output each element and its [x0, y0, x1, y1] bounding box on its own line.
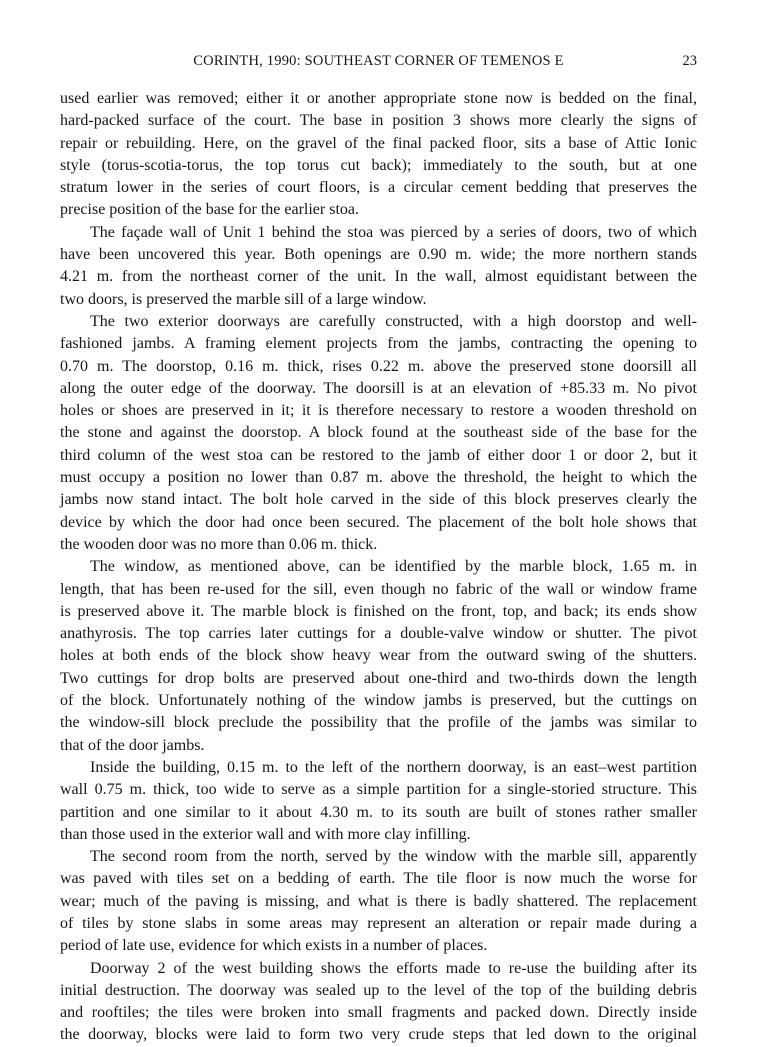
text-line: The façade wall of Unit 1 behind the stoa was pierced by a series of doors, two of which [90, 223, 697, 241]
text-line: hard-packed surface of the court. The base in position 3 shows more clearly the signs of [60, 112, 697, 130]
text-line: two doors, is preserved the marble sill of a large window. [60, 290, 427, 308]
text-line: fashioned jambs. A framing element projects from the jambs, contracting the opening to [60, 335, 697, 353]
paragraph [60, 311, 697, 556]
running-head [60, 53, 697, 75]
running-title: CORINTH, 1990: SOUTHEAST CORNER OF TEMENOS E [193, 53, 564, 69]
text-line: than those used in the exterior wall and with more clay infilling. [60, 825, 471, 843]
text-line: The window, as mentioned above, can be identified by the marble block, 1.65 m. in [90, 558, 697, 576]
text-line: and rooftiles; the tiles were broken into small fragments and packed down. Directly inside [60, 1004, 697, 1022]
text-line: must occupy a position no lower than 0.87 m. above the threshold, the height to which the [60, 469, 697, 487]
text-line: of tiles by stone slabs in some areas may represent an alteration or repair made during a [60, 914, 697, 932]
text-line: Two cuttings for drop bolts are preserved about one-third and two-thirds down the length [60, 669, 697, 687]
paragraph [60, 222, 697, 311]
text-line: 4.21 m. from the northeast corner of the unit. In the wall, almost equidistant between the [60, 268, 697, 286]
text-line: period of late use, evidence for which exists in a number of places. [60, 937, 488, 955]
paragraph [60, 958, 697, 1047]
text-line: device by which the door had once been secured. The placement of the bolt hole shows that [60, 513, 697, 531]
text-line: precise position of the base for the earlier stoa. [60, 201, 359, 219]
text-line: the stone and against the doorstop. A block found at the southeast side of the base for the [60, 424, 697, 442]
text-line: jambs now stand intact. The bolt hole carved in the side of this block preserves clearly the [60, 491, 697, 509]
text-line: The two exterior doorways are carefully constructed, with a high doorstop and well- [90, 312, 697, 330]
text-line: holes or shoes are preserved in it; it is therefore necessary to restore a wooden threshold on [60, 402, 697, 420]
text-line: is preserved above it. The marble block is finished on the front, top, and back; its ends show [60, 602, 697, 620]
text-line: was paved with tiles set on a bedding of earth. The tile floor is now much the worse for [60, 870, 697, 888]
body-text [60, 88, 697, 1047]
text-line: anathyrosis. The top carries later cuttings for a double-valve window or shutter. The pivot [60, 625, 697, 643]
page-number: 23 [682, 53, 697, 69]
text-line: used earlier was removed; either it or another appropriate stone now is bedded on the final, [60, 90, 697, 107]
text-line: Inside the building, 0.15 m. to the left of the northern doorway, is an east–west partition [90, 758, 697, 776]
text-line: wear; much of the paving is missing, and what is there is badly shattered. The replacement [60, 892, 697, 910]
text-line: repair or rebuilding. Here, on the gravel of the final packed floor, sits a base of Attic Ionic [60, 134, 697, 152]
paragraph [60, 846, 697, 957]
text-line: third column of the west stoa can be restored to the jamb of either door 1 or door 2, but it [60, 446, 697, 464]
text-line: partition and one similar to it about 4.30 m. to its south are built of stones rather smaller [60, 803, 697, 821]
paragraph [60, 88, 697, 222]
text-line: stratum lower in the series of court floors, is a circular cement bedding that preserves the [60, 179, 697, 197]
text-line: initial destruction. The doorway was sealed up to the level of the top of the building debris [60, 981, 697, 999]
text-line: wall 0.75 m. thick, too wide to serve as a simple partition for a single-storied structure. This [60, 781, 697, 799]
text-line: of the block. Unfortunately nothing of the window jambs is preserved, but the cuttings on [60, 692, 697, 710]
text-line: the window-sill block preclude the possibility that the profile of the jambs was similar to [60, 714, 697, 732]
text-line: the doorway, blocks were laid to form two very crude steps that led down to the original [60, 1026, 697, 1044]
text-line: along the outer edge of the doorway. The doorsill is at an elevation of +85.33 m. No pivot [60, 379, 697, 397]
text-line: Doorway 2 of the west building shows the efforts made to re-use the building after its [90, 959, 697, 977]
text-line: style (torus-scotia-torus, the top torus cut back); immediately to the south, but at one [60, 156, 697, 174]
text-line: 0.70 m. The doorstop, 0.16 m. thick, rises 0.22 m. above the preserved stone doorsill all [60, 357, 697, 375]
paragraph [60, 757, 697, 846]
paragraph [60, 556, 697, 757]
text-line: the wooden door was no more than 0.06 m. thick. [60, 535, 378, 553]
text-line: have been uncovered this year. Both openings are 0.90 m. wide; the more northern stands [60, 246, 697, 264]
text-line: length, that has been re-used for the sill, even though no fabric of the wall or window frame [60, 580, 697, 598]
text-line: The second room from the north, served by the window with the marble sill, apparently [90, 848, 697, 866]
text-line: holes at both ends of the block show heavy wear from the outward swing of the shutters. [60, 647, 697, 665]
text-line: that of the door jambs. [60, 736, 205, 754]
